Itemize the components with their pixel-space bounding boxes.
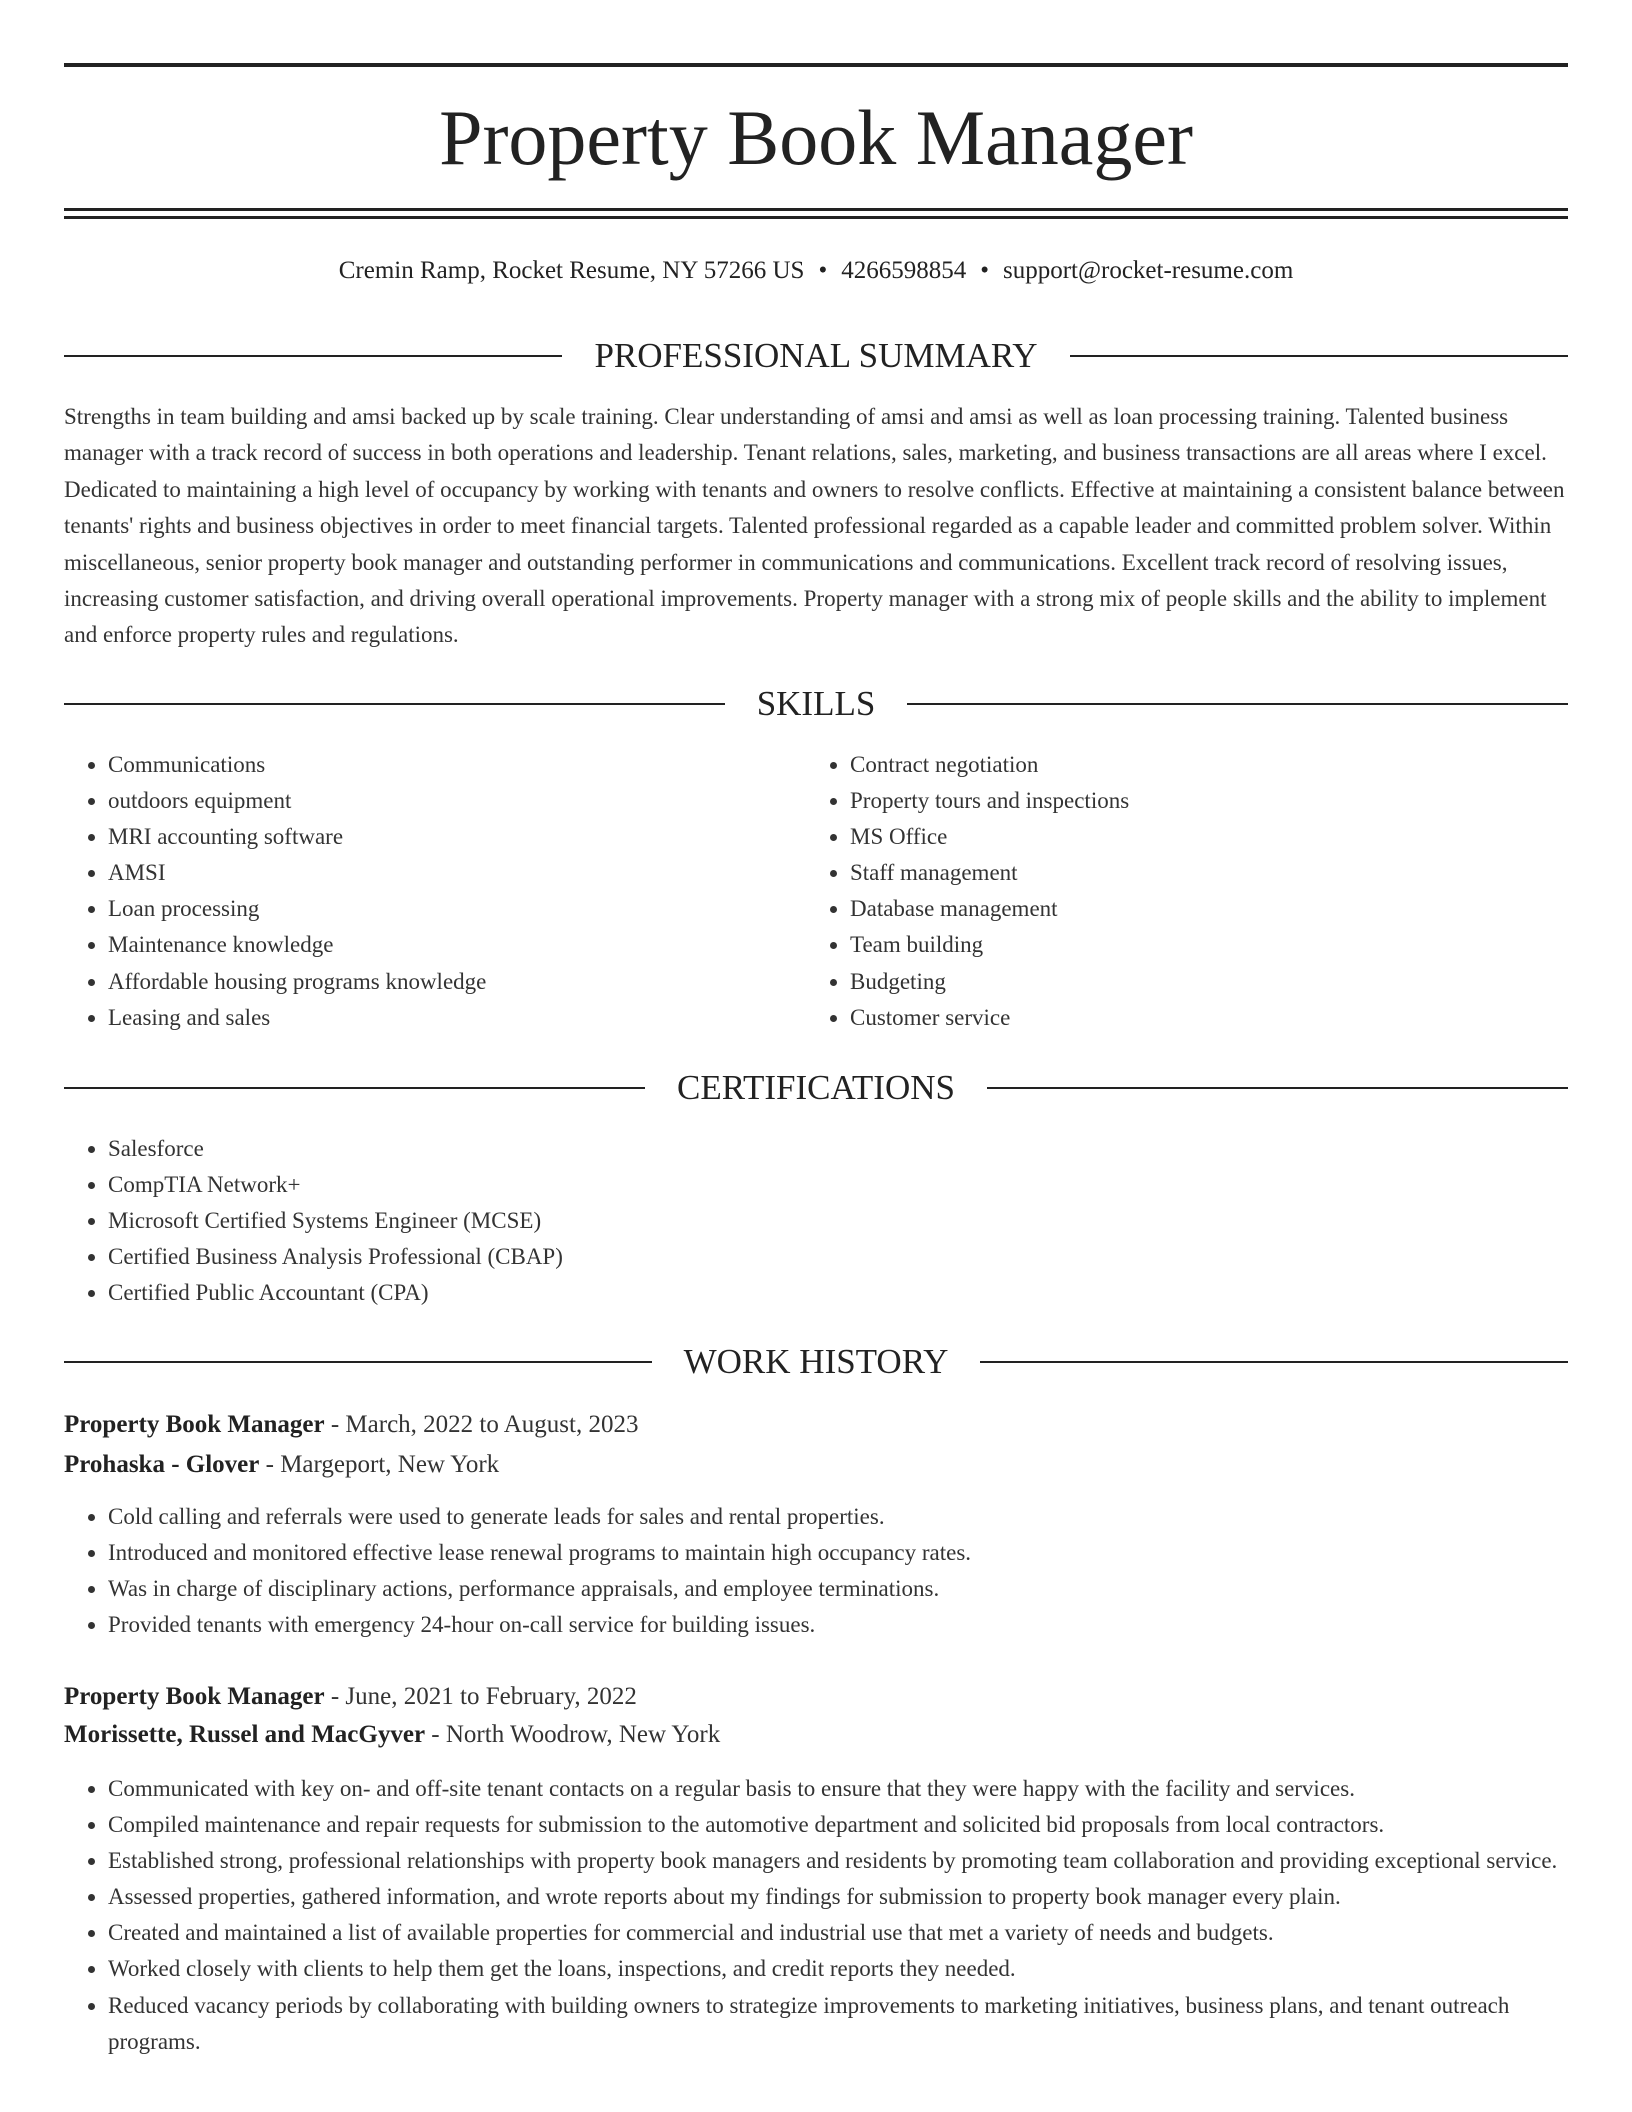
skills-list-right [806,747,1550,1036]
job-duties-list [64,1771,1568,2060]
heading-rule [980,1361,1568,1363]
job-duty-item: • Worked closely with clients to help them get the loans, inspections, and credit reports they needed. [108,1951,1568,1987]
job-company: Morissette, Russel and MacGyver [64,1721,426,1748]
skill-item: • MS Office [850,819,1550,855]
job-location: - North Woodrow, New York [425,1721,721,1748]
summary-text: Strengths in team building and amsi backed up by scale training. Clear understanding of amsi and amsi as well as loan processing training. Talented business manager with a track record of success in both operations and leadership. Tenant relations, sales, marketing, and business transactions are all areas where I excel. Dedicated to maintaining a high level of occupancy by working with tenants and owners to resolve conflicts. Effective at maintaining a consistent balance between tenants' rights and business objectives in order to meet financial targets. Talented professional regarded as a capable leader and committed problem solver. Within miscellaneous, senior property book manager and outstanding performer in communications and communications. Excellent track record of resolving issues, increasing customer satisfaction, and driving overall operational improvements. Property manager with a strong mix of people skills and the ability to implement and enforce property rules and regulations. [64,404,1565,648]
job-title: Property Book Manager [64,1683,325,1710]
skill-item: • Loan processing [108,891,808,927]
certification-item: • Microsoft Certified Systems Engineer (MCSE) [108,1203,1568,1239]
section-heading-summary [64,334,1568,378]
section-title: WORK HISTORY [683,1342,949,1381]
contact-line [64,254,1568,288]
job-duty-item: • Cold calling and referrals were used to generate leads for sales and rental properties. [108,1499,1568,1535]
section-heading-certifications [64,1066,1568,1110]
job-location: - Margeport, New York [259,1451,500,1478]
job-duty-item: • Compiled maintenance and repair requests for submission to the automotive department and solicited bid proposals from local contractors. [108,1807,1568,1843]
certification-item: • Certified Business Analysis Professional (CBAP) [108,1239,1568,1275]
job-duty-item: • Communicated with key on- and off-site tenant contacts on a regular basis to ensure that they were happy with the facility and services. [108,1771,1568,1807]
contact-email: support@rocket-resume.com [1002,257,1294,284]
section-title: PROFESSIONAL SUMMARY [594,336,1038,375]
heading-rule [64,703,725,705]
certifications-list [64,1131,1568,1311]
skill-item: • Leasing and sales [108,1000,808,1036]
job-duty-item: • Established strong, professional relationships with property book managers and residents by promoting team collaboration and providing exceptional service. [108,1843,1568,1879]
job-duties-list [64,1499,1568,1643]
section-heading-skills [64,682,1568,726]
skill-item: • Communications [108,747,808,783]
job-title-line [64,1407,1568,1443]
header-double-rule-bottom [64,216,1568,219]
skill-item: • Database management [850,891,1550,927]
job-title-line [64,1679,1568,1715]
job-company-line [64,1717,1568,1753]
heading-rule [907,703,1568,705]
skill-item: • Team building [850,927,1550,963]
job-company-line [64,1447,1568,1483]
heading-rule [1070,355,1568,357]
contact-separator: • [980,257,989,284]
job-duty-item: • Reduced vacancy periods by collaborating with building owners to strategize improvements to marketing initiatives, business plans, and tenant outreach programs. [108,1988,1568,2060]
skill-item: • AMSI [108,855,808,891]
section-title: CERTIFICATIONS [677,1068,955,1107]
certification-item: • Certified Public Accountant (CPA) [108,1275,1568,1311]
job-duty-item: • Provided tenants with emergency 24-hour on-call service for building issues. [108,1607,1568,1643]
certification-item: • CompTIA Network+ [108,1167,1568,1203]
section-title: SKILLS [756,684,876,723]
job-duty-item: • Created and maintained a list of available properties for commercial and industrial use that met a variety of needs and budgets. [108,1915,1568,1951]
heading-rule [64,355,562,357]
job-company: Prohaska - Glover [64,1451,260,1478]
job-duty-item: • Introduced and monitored effective lease renewal programs to maintain high occupancy rates. [108,1535,1568,1571]
skill-item: • Contract negotiation [850,747,1550,783]
skill-item: • Customer service [850,1000,1550,1036]
skill-item: • Property tours and inspections [850,783,1550,819]
skill-item: • Affordable housing programs knowledge [108,964,808,1000]
heading-rule [987,1087,1568,1089]
page-title: Property Book Manager [439,94,1193,181]
job-dates: - June, 2021 to February, 2022 [324,1683,637,1710]
skill-item: • outdoors equipment [108,783,808,819]
skills-list-left [64,747,808,1036]
section-heading-work-history [64,1340,1568,1384]
job-duty-item: • Was in charge of disciplinary actions, performance appraisals, and employee terminations. [108,1571,1568,1607]
contact-separator: • [818,257,828,284]
heading-rule [64,1087,645,1089]
job-dates: - March, 2022 to August, 2023 [324,1411,639,1438]
certification-item: • Salesforce [108,1131,1568,1167]
skill-item: • Maintenance knowledge [108,927,808,963]
header-double-rule-top [64,208,1568,211]
contact-phone: 4266598854 [841,257,967,284]
skill-item: • MRI accounting software [108,819,808,855]
header-top-rule [64,63,1568,67]
heading-rule [64,1361,652,1363]
skill-item: • Budgeting [850,964,1550,1000]
job-title: Property Book Manager [64,1411,325,1438]
job-duty-item: • Assessed properties, gathered information, and wrote reports about my findings for submission to property book manager every plain. [108,1879,1568,1915]
contact-address: Cremin Ramp, Rocket Resume, NY 57266 US [338,257,805,284]
skill-item: • Staff management [850,855,1550,891]
